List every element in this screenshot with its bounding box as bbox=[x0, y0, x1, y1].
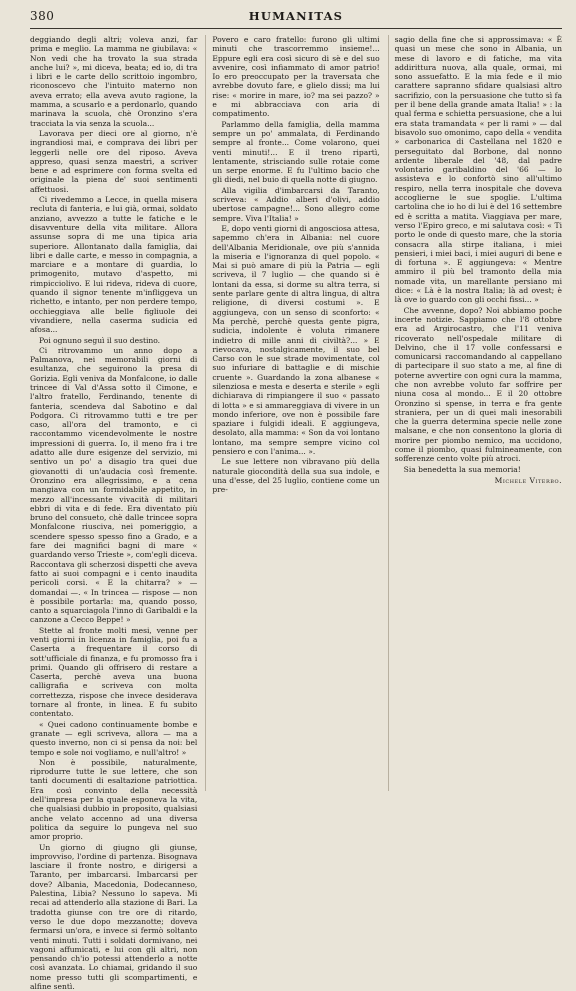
column-right bbox=[388, 35, 562, 791]
author-signature: Michele Viterbo. bbox=[494, 475, 562, 485]
closing-line: Sia benedetta la sua memoria! bbox=[403, 464, 521, 474]
page-header bbox=[30, 8, 562, 29]
paragraph: deggiando degli altri; voleva anzi, far prima e meglio. La mamma ne giubilava: « Non vedi che ha trovato la sua strada anche lui? », mi diceva, beata; ed io, di tra i libri e le carte dello scrittoio ingombro, riconoscevo che l'intuito materno non aveva errato; ella aveva avuto ragione, la mamma, a scusarlo e a perdonarlo, quando marinava la scuola, chè Oronzino s'era tracciata la via senza la scuola... bbox=[30, 35, 198, 128]
paragraph: Non è possibile, naturalmente, riprodurre tutte le sue lettere, che son tanti documenti di esaltazione patriottica. Era così convinto della necessità dell'impresa per la quale esponeva la vita, che qualsiasi dubbio in proposito, qualsiasi anche velato accenno ad una diversa politica da seguire lo pungeva nel suo amor proprio. bbox=[30, 757, 198, 842]
paragraph: Stette al fronte molti mesi, venne per venti giorni in licenza in famiglia, poi fu a Caserta a frequentare il corso di sott'ufficiale di finanza, e fu promosso fra i primi. Quando gli offrisero di restare a Caserta, perchè aveva una buona calligrafia e scriveva con molta correttezza, rispose che invece desiderava tornare al fronte, in linea. E fu subito contentato. bbox=[30, 625, 198, 719]
paragraph: Un giorno di giugno gli giunse, improvviso, l'ordine di partenza. Bisognava lasciare il fronte nostro, e dirigersi a Taranto, per imbarcarsi. Imbarcarsi per dove? Albania, Macedonia, Dodecanneso, Palestina, Libia? Nessuno lo sapeva. Mi recai ad attenderlo alla stazione di Bari. La tradotta giunse con tre ore di ritardo, verso le due dopo mezzanotte; doveva fermarsi un'ora, e invece si fermò soltanto venti minuti. Tutti i soldati dormivano, nei vagoni affumicati, e lui con gli altri, non pensando ch'io potessi attenderlo a notte così avanzata. Lo chiamai, gridando il suo nome presso tutti gli scompartimenti, e alfine sentì. bbox=[30, 842, 198, 991]
journal-title: HUMANITAS bbox=[248, 9, 344, 23]
paragraph: Parlammo della famiglia, della mamma sempre un po' ammalata, di Ferdinando sempre al fronte... Come volarono, quei venti minuti!... E il treno ripartì, lentamente, strisciando sulle rotaie come un serpe enorme. E fu l'ultimo bacio che gli diedi, nel buio di quella notte di giugno. bbox=[212, 119, 380, 185]
page-number: 380 bbox=[30, 9, 55, 23]
paragraph: Povero e caro fratello: furono gli ultimi minuti che trascorremmo insieme!... Eppure egli era così sicuro di sè e del suo avvenire, così infiammato di amor patrio! Io ero preoccupato per la traversata che avrebbe dovuto fare, e glielo dissi; ma lui rise: « morire in mare, io? ma sei pazzo? » e mi abbracciava con aria di compatimento. bbox=[212, 35, 380, 119]
paragraph: Alla vigilia d'imbarcarsi da Taranto, scriveva: « Addio alberi d'olivi, addio ubertose campagne!... Sono allegro come sempre. Viva l'Italia! » bbox=[212, 185, 380, 223]
column-middle bbox=[205, 35, 379, 791]
paragraph: E, dopo venti giorni di angosciosa attesa, sapemmo ch'era in Albania: nel cuore dell'Albania Meridionale, ove più s'annida la miseria e l'ignoranza di quel popolo. « Mai si può amare di più la Patria — egli scriveva, il 7 luglio — che quando si è lontani da essa, si dorme su altra terra, si sente parlare gente di altra lingua, di altra religione, di diversi costumi ». E aggiungeva, con un senso di sconforto: « Ma perchè, perchè questa gente pigra, sudicia, indolente è voluta rimanere indietro di mille anni di civiltà?... » E rievocava, nostalgicamente, il suo bel Carso con le sue strade movimentate, col suo infuriare di battaglie e di mischie cruente ». Guardando la zona albanese « silenziosa e mesta e deserta e sterile » egli dichiarava di rimpiangere il suo « passato di lotta » e si ammareggiava di vivere in un mondo inferiore, ove non è possibile fare spaziare i fulgidi ideali. E aggiungeva, desolato, alla mamma: « Son da voi lontano lontano, ma sempre sempre vicino col pensiero e con l'anima... ». bbox=[212, 223, 380, 457]
paragraph: « Quei cadono continuamente bombe e granate — egli scriveva, allora — ma a questo inverno, non ci si pensa da noi: bel tempo e sole noi vogliamo, e null'altro! » bbox=[30, 719, 198, 757]
paragraph: Ci rivedemmo a Lecce, in quella misera recluta di fanteria, e lui già, ormai, soldato anziano, avvezzo a tutte le fatiche e le disavventure della vita militare. Allora assunse sopra di me una tipica aria superiore. Allontanato dalla famiglia, dai libri e dalle carte, e messo in compagnia, a marciare e a montare di guardia, lo primogenito, mutavo d'aspetto, mi rimpicciolivo. E lui rideva, rideva di cuore, quando il signor tenente m'infliggeva un richetto, e intanto, per non perdere tempo, occhieggiava alle belle figliuole dei vivandiere, nella caserma sudicia ed afosa... bbox=[30, 195, 198, 335]
paragraph: Le sue lettere non vibravano più della naturale giocondità della sua sua indole, e una d'esse, del 25 luglio, contiene come un pre- bbox=[212, 457, 380, 495]
paragraph: Ci ritrovammo un anno dopo a Palmanova, nei memorabili giorni di esultanza, che seguirono la presa di Gorizia. Egli veniva da Monfalcone, io dalle trincee di Val d'Assa sotto il Cimone, e l'altro fratello, Ferdinando, tenente di fanteria, scendeva dal Sabotino e dal Podgora. Ci ritrovammo tutti e tre per caso, all'ora del tramonto, e ci raccontammo vicendevolmente le nostre impressioni di guerra. Io, il meno fra i tre adatto alle dure esigenze del servizio, mi sentivo un po' a disagio tra quei due giovanotti di un'audacia così fremente. Oronzino era allegrissimo, e a cena mangiava con un formidabile appetito, in mezzo all'incessante vivacità di militari ebbri di vita e di fede. Era diventato più bruno del consueto, chè dalle trincee sopra Monfalcone riusciva, nei pomeriggio, a scendere spesso spesso fino a Grado, e a fare dei magnifici bagni di mare « guardando verso Trieste », com'egli diceva. Raccontava gli scherzosi dispetti che aveva fatto ai suoi compagni e i cento inaudita pericoli corsi. « E la chitarra? » — domandai —. « In trincea — rispose — non è possibile portarla: ma, quando posso, canto a squarciagola l'inno di Garibaldi e la canzone a Cecco Beppe! » bbox=[30, 345, 198, 625]
paragraph: Poi ognuno seguì il suo destino. bbox=[39, 335, 161, 345]
column-left bbox=[30, 35, 198, 991]
paragraph: sagio della fine che si approssimava: « È quasi un mese che sono in Albania, un mese di lavoro e di fatiche, ma vita addirittura nuova, alla quale, ormai, mi sono assuefatto. E la mia fede e il mio carattere sapranno sfidare qualsiasi altro sacrifizio, con la persuasione che tutto sì fa per il bene della grande amata Italia! » : la qual ferma e schietta persuasione, che a lui era stata tramandata « per li rami » — dal bisavolo suo omonimo, capo della « vendita » carbonarica di Castellana nel 1820 e perseguitato dal Borbone, dal nonno ardente liberale del '48, dal padre volontario garibaldino del '66 — lo assisteva e lo confortò sino all'ultimo respiro, nella terra inospitale che doveva accoglierne le sue spoglie. L'ultima cartolina che io ho di lui è del 16 settembre ed è scritta a matita. Viaggiava per mare, verso l'Epiro greco, e mi salutava così: « Ti porto le onde di questo mare, che la storia consacra alla stirpe italiana, i miei pensieri, i miei baci, i miei auguri di bene e di fortuna ». E aggiungeva: « Mentre ammiro il più bel tramonto della mia nomade vita, un marellante persiano mi dice: « Là è la nostra Italia; là ad ovest; è là ove io guardo con gli occhi fissi... » bbox=[394, 35, 562, 305]
text-columns bbox=[30, 35, 562, 991]
paragraph: Lavorava per dieci ore al giorno, n'è ingrandiosi mai, e comprava dei libri per leggerli nelle ore del riposo. Aveva appreso, quasi senza maestri, a scriver bene e ad esprimere con forma svelta ed originale la piena de' suoi sentimenti affettuosi. bbox=[30, 128, 198, 194]
paragraph: Che avvenne, dopo? Noi abbiamo poche incerte notizie. Sappiamo che l'8 ottobre era ad Argirocastro, che l'11 veniva ricoverato nell'ospedale militare di Delvino, che il 17 volle confessarsi e comunicarsi raccomandando al cappellano di partecipare il suo stato a me, al fine di poterne avvertire con ogni cura la mamma, che non avrebbe voluto far soffrire per niuna cosa al mondo... E il 20 ottobre Oronzino si spense, in terra e fra gente straniera, per un di quei mali inesorabili che la guerra determina specie nelle zone malsane, e che non consentono la gloria di morire per piombo nemico, ma uccidono, come il piombo, quasi fulmineamente, con sofferenze cento volte più atroci. bbox=[394, 305, 562, 464]
